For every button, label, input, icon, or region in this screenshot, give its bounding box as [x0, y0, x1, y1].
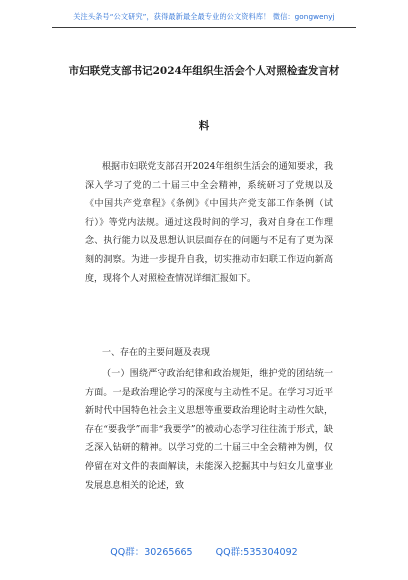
- document-title-line-2: 料: [198, 120, 210, 132]
- footer-qq-group-2: QQ群:535304092: [215, 547, 298, 558]
- intro-paragraph: 根据市妇联党支部召开2024年组织生活会的通知要求，我深入学习了党的二十届三中全会精神，系统研习了党规以及《中国共产党章程》《条例》《中国共产党支部工作条例（试行）》等党内法规。通过这段时间的学习，我对自身在工作理念、执行能力以及思想认识层面存在的问题与不足有了更为深刻的洞察。为进一步提升自我，切实推动市妇联工作迈向新高度，现将个人对照检查情况详细汇报如下。: [85, 162, 333, 284]
- section-heading: 一、存在的主要问题及表现: [102, 348, 211, 358]
- footer: [0, 544, 408, 558]
- header-banner: 关注头条号“公文研究”，获得最新最全最专业的公文资料库！ 微信：gongwenyj: [73, 12, 335, 21]
- document-title-line-1: 市妇联党支部书记2024年组织生活会个人对照检查发言材: [68, 65, 340, 77]
- footer-qq-group-1: QQ群：30265665: [110, 547, 193, 558]
- header-divider: [52, 27, 356, 28]
- section-paragraph: （一）围绕严守政治纪律和政治规矩，维护党的团结统一方面。一是政治理论学习的深度与主动性不足。在学习习近平新时代中国特色社会主义思想等重要政治理论时主动性欠缺，存在“要我学”而非“我要学”的被动心态学习往往流于形式，缺乏深入钻研的精神。以学习党的二十届三中全会精神为例，仅停留在对文件的表面解读，未能深入挖掘其中与妇女儿童事业发展息息相关的论述，致: [85, 369, 333, 491]
